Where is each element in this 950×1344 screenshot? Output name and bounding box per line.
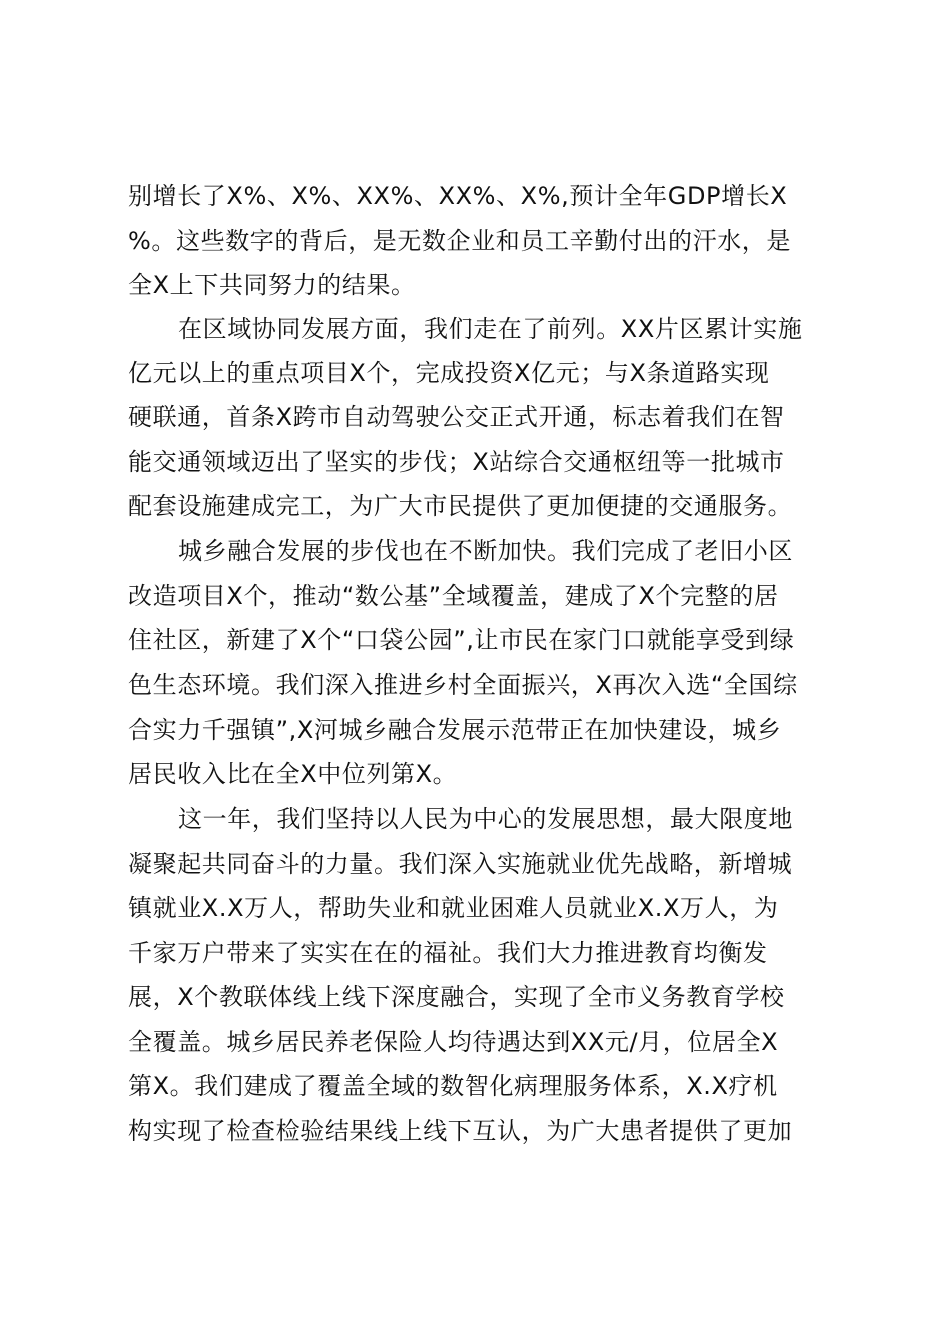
text-line: 全X上下共同努力的结果。 <box>128 271 416 299</box>
text-line: 住社区，新建了X个“口袋公园”,让市民在家门口就能享受到绿 <box>128 626 795 654</box>
text-line: 居民收入比在全X中位列第X。 <box>128 760 458 788</box>
text-line: 构实现了检查检验结果线上线下互认，为广大患者提供了更加 <box>128 1117 793 1145</box>
paragraph-start-line: 这一年，我们坚持以人民为中心的发展思想，最大限度地 <box>178 805 793 833</box>
text-line: 全覆盖。城乡居民养老保险人均待遇达到XX元/月，位居全X <box>128 1028 779 1056</box>
text-line: 配套设施建成完工，为广大市民提供了更加便捷的交通服务。 <box>128 492 793 520</box>
text-line: 凝聚起共同奋斗的力量。我们深入实施就业优先战略，新增城 <box>128 850 793 878</box>
text-line: 色生态环境。我们深入推进乡村全面振兴，X再次入选“全国综 <box>128 671 798 699</box>
text-line: 千家万户带来了实实在在的福祉。我们大力推进教育均衡发 <box>128 939 768 967</box>
paragraph-start-line: 城乡融合发展的步伐也在不断加快。我们完成了老旧小区 <box>178 537 793 565</box>
text-line: 能交通领域迈出了坚实的步伐；X站综合交通枢纽等一批城市 <box>128 448 785 476</box>
text-line: 别增长了X%、X%、XX%、XX%、X%,预计全年GDP增长X <box>128 182 788 210</box>
text-line: 合实力千强镇”,X河城乡融合发展示范带正在加快建设，城乡 <box>128 716 782 744</box>
text-line: 改造项目X个，推动“数公基”全域覆盖，建成了X个完整的居 <box>128 582 779 610</box>
text-line: 亿元以上的重点项目X个，完成投资X亿元；与X条道路实现 <box>128 359 770 387</box>
text-line: 硬联通，首条X跨市自动驾驶公交正式开通，标志着我们在智 <box>128 403 785 431</box>
text-line: 镇就业X.X万人，帮助失业和就业困难人员就业X.X万人，为 <box>128 894 779 922</box>
paragraph-start-line: 在区域协同发展方面，我们走在了前列。XX片区累计实施 <box>178 315 803 343</box>
text-line: %。这些数字的背后，是无数企业和员工辛勤付出的汗水，是 <box>128 227 792 255</box>
text-line: 第X。我们建成了覆盖全域的数智化病理服务体系，X.X疗机 <box>128 1072 778 1100</box>
text-line: 展，X个教联体线上线下深度融合，实现了全市义务教育学校 <box>128 983 785 1011</box>
